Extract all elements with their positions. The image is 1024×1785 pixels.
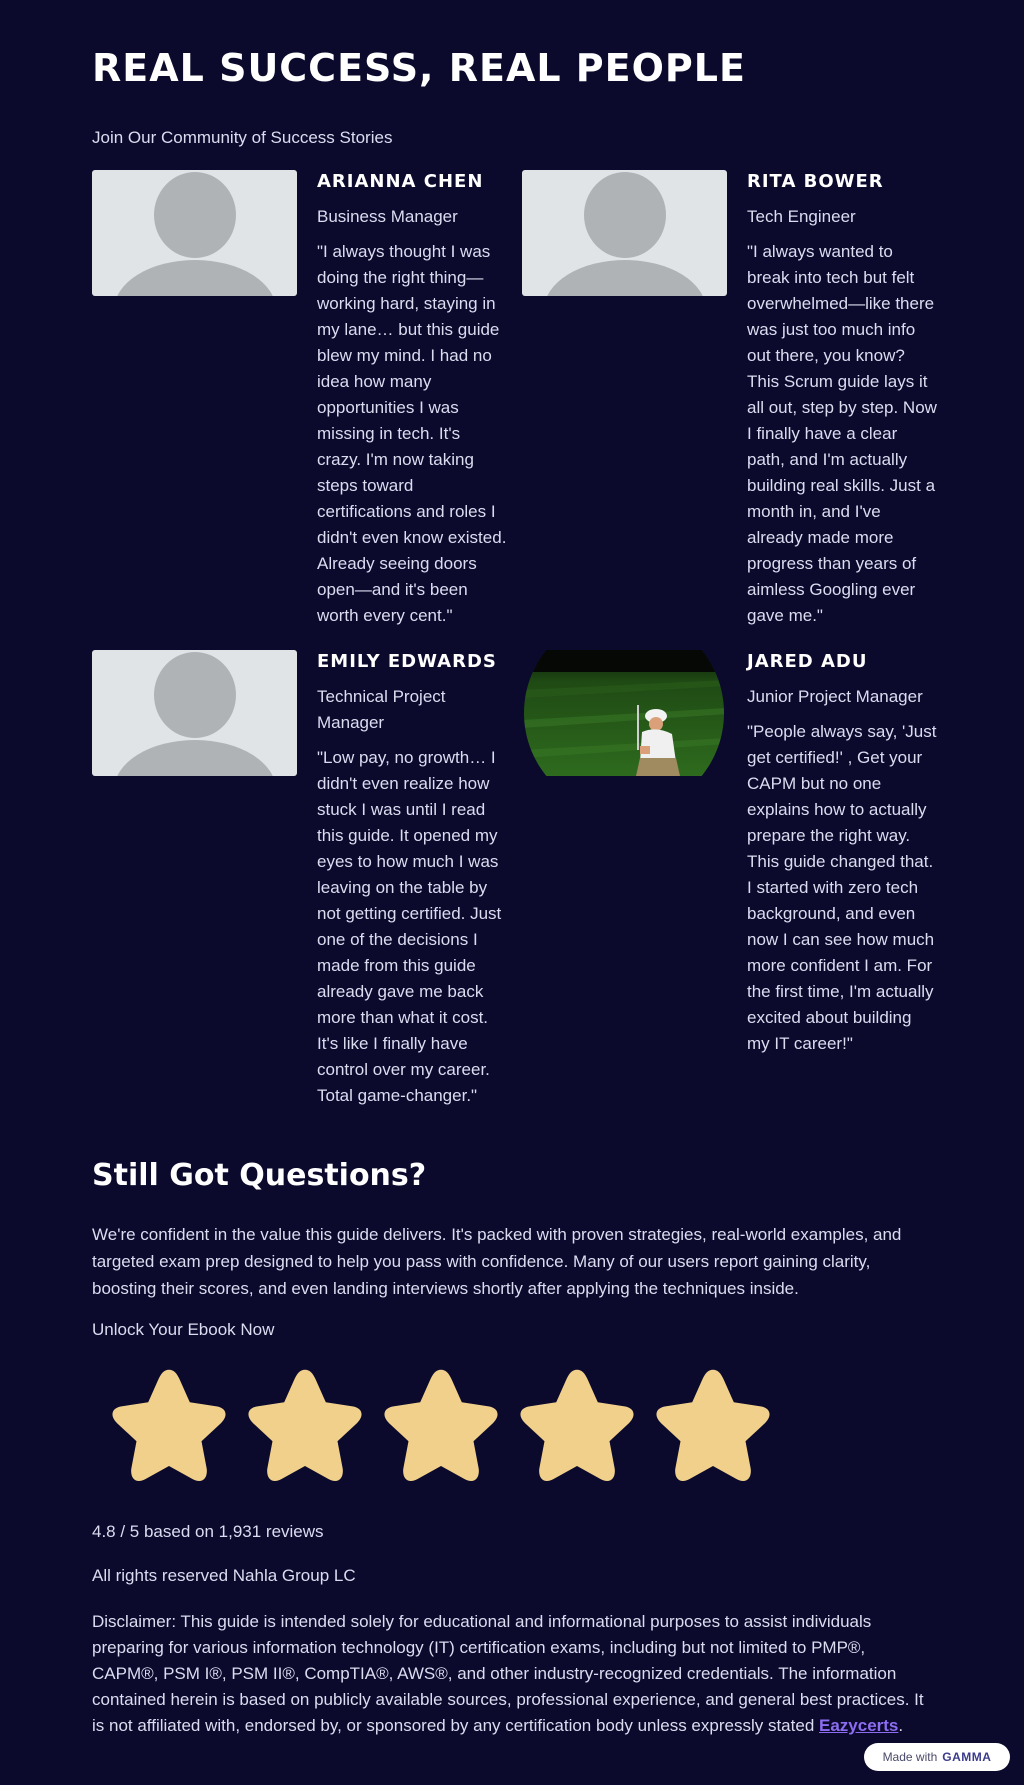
page-subtitle: Join Our Community of Success Stories xyxy=(92,128,393,147)
avatar-placeholder xyxy=(92,650,297,776)
page-title: REAL SUCCESS, REAL PEOPLE xyxy=(92,46,746,90)
testimonial-role: Business Manager xyxy=(317,207,458,226)
testimonial-role: Junior Project Manager xyxy=(747,687,923,706)
golfer-image xyxy=(522,650,727,776)
golfer-photo xyxy=(522,650,727,776)
star-icon xyxy=(240,1362,370,1492)
person-icon xyxy=(154,172,236,258)
eazycerts-link[interactable]: Eazycerts xyxy=(819,1716,899,1735)
testimonial-quote: "I always wanted to break into tech but felt overwhelmed—like there was just too much info out there, you know? This Scrum guide lays it all out, step by step. Now I finally have a clear path, and I'm actually building real skills. Just a month in, and I've already made more progress than years of aimless Googling ever gave me." xyxy=(747,242,937,625)
testimonial-name: RITA BOWER xyxy=(747,171,884,192)
made-with-gamma-badge[interactable] xyxy=(864,1743,1010,1771)
star-icon xyxy=(648,1362,778,1492)
testimonial-name: ARIANNA CHEN xyxy=(317,171,484,192)
testimonial-quote: "I always thought I was doing the right thing—working hard, staying in my lane… but this guide blew my mind. I had no idea how many opportunities I was missing in tech. It's crazy. I'm now taking steps toward certifications and roles I didn't even know existed. Already seeing doors open—and it's been worth every cent." xyxy=(317,242,507,625)
disclaimer xyxy=(92,1609,932,1739)
rating-text: 4.8 / 5 based on 1,931 reviews xyxy=(92,1522,324,1541)
disclaimer-text: Disclaimer: This guide is intended solely for educational and informational purposes to assist individuals preparing for various information technology (IT) certification exams, including but not limited to PMP®, CAPM®, PSM I®, PSM II®, CompTIA®, AWS®, and other industry-recognized credentials. The information contained herein is based on publicly available sources, professional experience, and general best practices. It is not affiliated with, endorsed by, or sponsored by any certification body unless expressly stated xyxy=(92,1612,924,1735)
star-icon xyxy=(104,1362,234,1492)
star-icon xyxy=(376,1362,506,1492)
testimonial-quote: "People always say, 'Just get certified!' , Get your CAPM but no one explains how to actually prepare the right way. This guide changed that. I started with zero tech background, and even now I can see how much more confident I am. For the first time, I'm actually excited about building my IT career!" xyxy=(747,722,937,1053)
avatar-placeholder xyxy=(522,170,727,296)
person-icon xyxy=(584,172,666,258)
testimonial-name: JARED ADU xyxy=(747,651,868,672)
testimonial-name: EMILY EDWARDS xyxy=(317,651,497,672)
unlock-text: Unlock Your Ebook Now xyxy=(92,1320,275,1339)
questions-title: Still Got Questions? xyxy=(92,1158,427,1193)
disclaimer-end: . xyxy=(898,1716,904,1735)
questions-body: We're confident in the value this guide delivers. It's packed with proven strategies, real-world examples, and targeted exam prep designed to help you pass with confidence. Many of our users report gaining clarity, boosting their scores, and even landing interviews shortly after applying the techniques inside. xyxy=(92,1225,902,1298)
gamma-logo: GAMMA xyxy=(942,1750,992,1764)
badge-prefix: Made with xyxy=(882,1750,938,1764)
rights-text: All rights reserved Nahla Group LC xyxy=(92,1566,356,1585)
avatar-placeholder xyxy=(92,170,297,296)
star-icon xyxy=(512,1362,642,1492)
testimonial-role: Tech Engineer xyxy=(747,207,856,226)
testimonial-quote: "Low pay, no growth… I didn't even realize how stuck I was until I read this guide. It opened my eyes to how much I was leaving on the table by not getting certified. Just one of the decisions I made from this guide already gave me back more than what it cost. It's like I finally have control over my career. Total game-changer." xyxy=(317,748,502,1105)
testimonial-role: Technical Project Manager xyxy=(317,687,446,732)
rating-stars xyxy=(104,1362,778,1492)
person-icon xyxy=(154,652,236,738)
